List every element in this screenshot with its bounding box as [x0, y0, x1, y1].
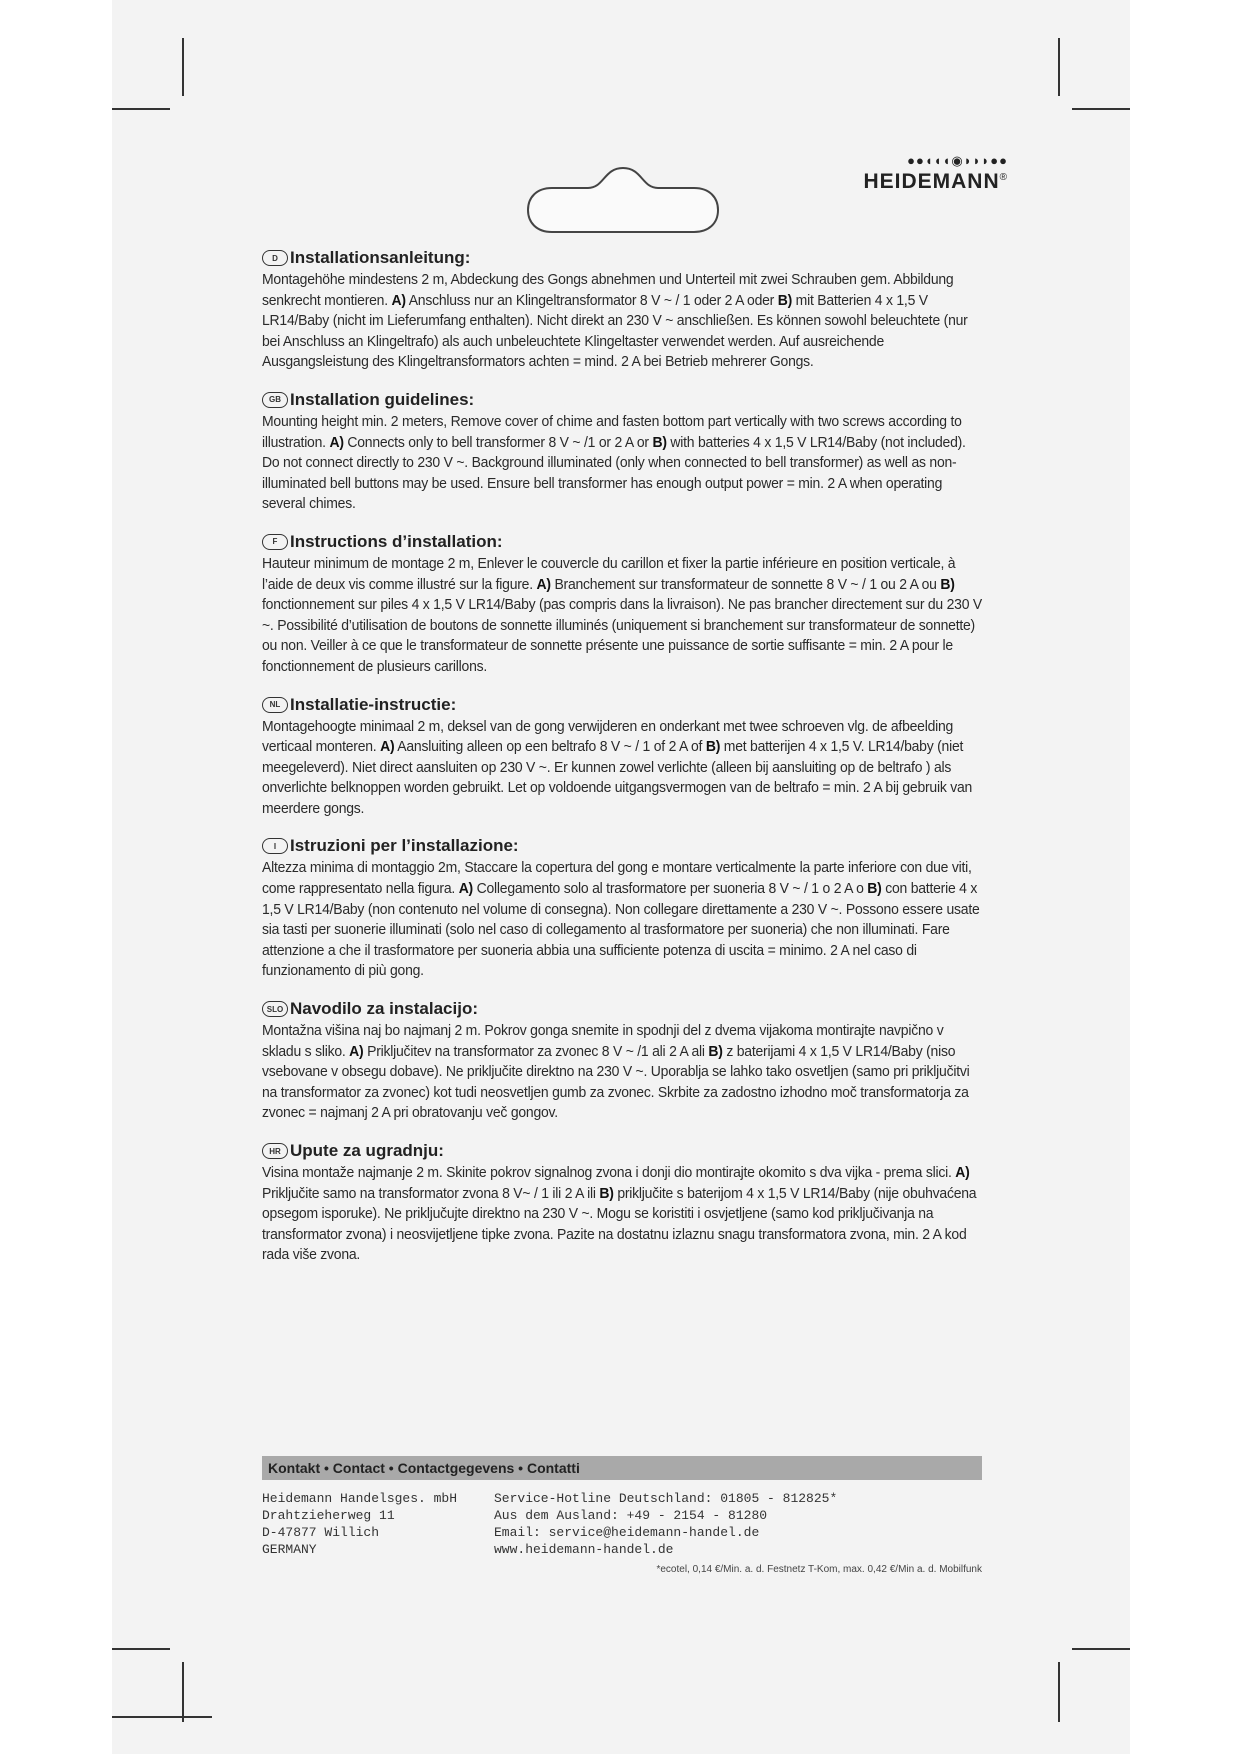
section-body: Hauteur minimum de montage 2 m, Enlever le couvercle du carillon et fixer la partie inférieure en position verticale, à l’aide de deux vis comme illustré sur la figure. A) Branchement sur transformateur de sonnette 8 V ~ / 1 ou 2 A ou B) fonctionnement sur piles 4 x 1,5 V LR14/Baby (pas compris dans la livraison). Ne pas brancher directement sur du 230 V ~. Possibilité d’utilisation de boutons de sonnette illuminés (uniquement si branchement sur transformateur de sonnette) ou non. Veiller à ce que le transformateur de sonnette présente une puissance de sortie suffisante = min. 2 A pour le fonctionnement de plusieurs carillons.	[262, 554, 983, 675]
section-body: Visina montaže najmanje 2 m. Skinite pokrov signalnog zvona i donji dio montirajte okomito s dva vijka - prema slici. A) Priključite samo na transformator zvona 8 V~ / 1 ili 2 A ili B) priključite s baterijom 4 x 1,5 V LR14/Baby (nije obuhvaćena opsegom isporuke). Ne priključujte direktno na 230 V ~. Mogu se koristiti i osvjetljene (samo kod priključivanja na transformator zvona) i neosvijetljene tipke zvona. Pazite na dostatnu izlaznu snagu transformatora zvona, min. 2 A kod rada više zvona.	[262, 1164, 977, 1264]
contact-columns	[262, 1490, 982, 1558]
country-flag-icon: D	[262, 250, 288, 266]
section-fr	[262, 532, 982, 678]
section-body: Montažna višina naj bo najmanj 2 m. Pokrov gonga snemite in spodnji del z dvema vijakoma montirajte navpično v skladu s sliko. A) Priključitev na transformator za zvonec 8 V ~ /1 ali 2 A ali B) z baterijami 4 x 1,5 V LR14/Baby (niso vsebovane v obsegu dobave). Ne priključite direktno na 230 V ~. Uporablja se lahko tako osvetljen (samo pri priključitvi na transformator za zvonec) kot tudi neosvetljen gumb za zvonec. Skrbite za zadostno izhodno moč transformatorja za zvonec = najmanj 2 A pri obratovanju več gongov.	[262, 1022, 970, 1122]
tariff-footnote: *ecotel, 0,14 €/Min. a. d. Festnetz T-Kom, max. 0,42 €/Min a. d. Mobilfunk	[656, 1564, 982, 1575]
brand-name: HEIDEMANN	[863, 170, 1000, 193]
address-line: D-47877 Willich	[262, 1525, 380, 1540]
email-link[interactable]: Email: service@heidemann-handel.de	[494, 1525, 760, 1540]
section-body: Montagehoogte minimaal 2 m, deksel van de gong verwijderen en onderkant met twee schroeven vlg. de afbeelding verticaal monteren. A) Aansluiting alleen op een beltrafo 8 V ~ / 1 of 2 A of B) met batterijen 4 x 1,5 V. LR14/baby (niet meegeleverd). Niet direct aansluiten op 230 V ~. Er kunnen zowel verlichte (alleen bij aansluiting op de beltrafo ) als onverlichte belknoppen worden gebruikt. Let op voldoende uitgangsvermogen van de beltrafo = min. 2 A bij gebruik van meerdere gongs.	[262, 717, 973, 817]
section-title: D Installationsanleitung:	[262, 248, 982, 268]
hotline-abroad: Aus dem Ausland: +49 - 2154 - 81280	[494, 1508, 768, 1523]
country-flag-icon: F	[262, 534, 288, 550]
contact-block	[262, 1456, 982, 1575]
country-flag-icon: NL	[262, 697, 288, 713]
company-address	[262, 1490, 494, 1558]
section-title: GB Installation guidelines:	[262, 390, 982, 410]
section-title: F Instructions d’installation:	[262, 532, 982, 552]
crop-mark	[182, 38, 184, 96]
hotline-de: Service-Hotline Deutschland: 01805 - 812825*	[494, 1491, 838, 1506]
crop-mark	[112, 108, 170, 110]
section-slo	[262, 999, 982, 1124]
section-gb	[262, 390, 982, 515]
crop-mark	[1072, 108, 1130, 110]
section-body: Montagehöhe mindestens 2 m, Abdeckung des Gongs abnehmen und Unterteil mit zwei Schrauben gem. Abbildung senkrecht montieren. A) Anschluss nur an Klingeltransformator 8 V ~ / 1 oder 2 A oder B) mit Batterien 4 x 1,5 V LR14/Baby (nicht im Lieferumfang enthalten). Nicht direkt an 230 V ~ anschließen. Es können sowohl beleuchtete (nur bei Anschluss an Klingeltrafo) als auch unbeleuchtete Klingeltaster verwendet werden. Auf ausreichende Ausgangsleistung des Klingeltransformators achten = mind. 2 A bei Betrieb mehrerer Gongs.	[262, 271, 968, 371]
section-title: I Istruzioni per l’installazione:	[262, 836, 982, 856]
crop-mark	[112, 1648, 170, 1650]
country-flag-icon: SLO	[262, 1001, 288, 1017]
country-flag-icon: GB	[262, 392, 288, 408]
section-hr	[262, 1141, 982, 1266]
brand-logo	[832, 154, 1008, 194]
logo-wordmark	[832, 170, 1008, 194]
logo-dots-icon: ●●◖◖◖◉◗◗◗●●	[907, 153, 1008, 168]
section-nl	[262, 695, 982, 820]
contact-heading: Kontakt • Contact • Contactgegevens • Contatti	[262, 1456, 982, 1480]
hanging-hole-icon	[524, 164, 722, 236]
crop-mark	[112, 1716, 212, 1718]
registered-mark: ®	[999, 172, 1008, 183]
section-body: Altezza minima di montaggio 2m, Staccare la copertura del gong e montare verticalmente la parte inferiore con due viti, come rappresentato nella figura. A) Collegamento solo al trasformatore per suoneria 8 V ~ / 1 o 2 A o B) con batterie 4 x 1,5 V LR14/Baby (non contenuto nel volume di consegna). Non collegare direttamente a 230 V ~. Possono essere usate sia tasti per suonerie illuminati (solo nel caso di collegamento al trasformatore per suoneria) che non illuminati. Fare attenzione a che il trasformatore per suoneria abbia una sufficiente potenza di uscita = minimo. 2 A nel caso di funzionamento di più gong.	[262, 859, 980, 980]
crop-mark	[1072, 1648, 1130, 1650]
section-body: Mounting height min. 2 meters, Remove cover of chime and fasten bottom part vertically with two screws according to illustration. A) Connects only to bell transformer 8 V ~ /1 or 2 A or B) with batteries 4 x 1,5 V LR14/Baby (not included). Do not connect directly to 230 V ~. Background illuminated (only when connected to bell transformer) as well as non-illuminated bell buttons may be used. Ensure bell transformer has enough output power = min. 2 A when operating several chimes.	[262, 412, 966, 513]
crop-mark	[1058, 38, 1060, 96]
website-link[interactable]: www.heidemann-handel.de	[494, 1542, 674, 1557]
service-info	[494, 1490, 837, 1558]
section-de	[262, 248, 982, 373]
address-line: Heidemann Handelsges. mbH	[262, 1491, 458, 1506]
section-it	[262, 836, 982, 982]
address-line: Drahtzieherweg 11	[262, 1508, 395, 1523]
country-flag-icon: HR	[262, 1143, 288, 1159]
instructions	[262, 248, 982, 1283]
section-title: NL Installatie-instructie:	[262, 695, 982, 715]
section-title: HR Upute za ugradnju:	[262, 1141, 982, 1161]
section-title: SLO Navodilo za instalacijo:	[262, 999, 982, 1019]
crop-mark	[1058, 1662, 1060, 1722]
country-flag-icon: I	[262, 838, 288, 854]
crop-mark	[182, 1662, 184, 1722]
address-line: GERMANY	[262, 1542, 317, 1557]
